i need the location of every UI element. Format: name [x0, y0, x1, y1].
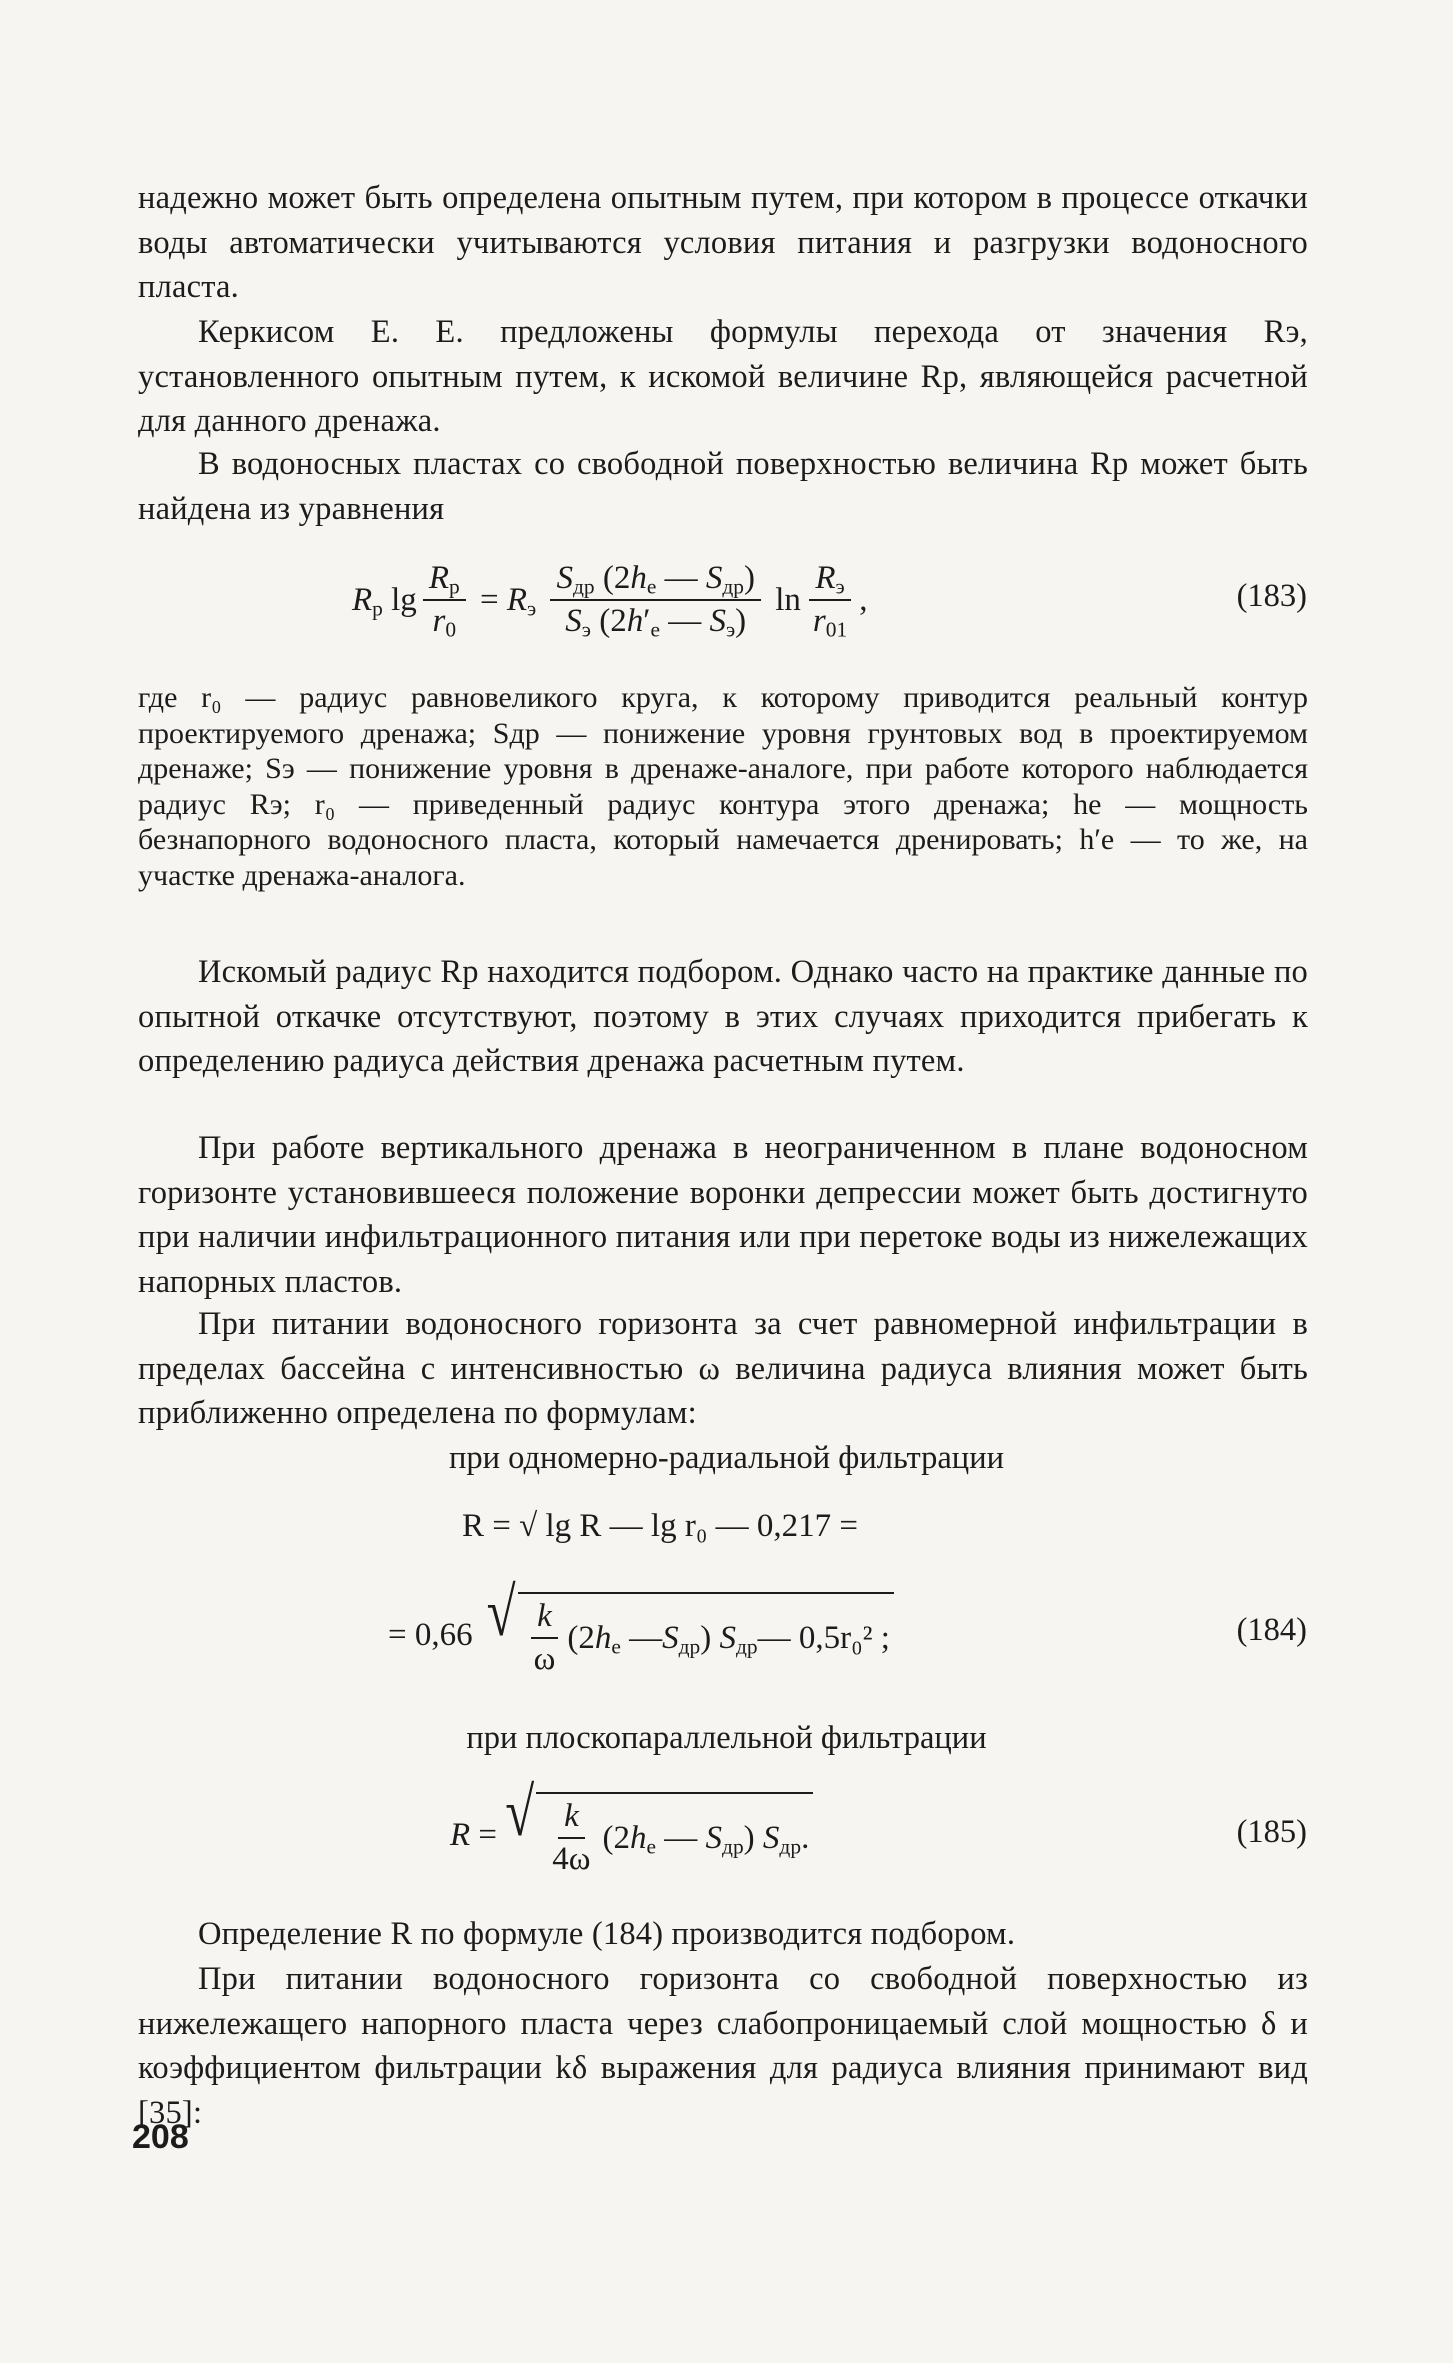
paragraph-7-text: Определение R по формуле (184) производится подбором.	[198, 1916, 1016, 1952]
paragraph-3-text: В водоносных пластах со свободной поверхностью величина Rр может быть найдена из уравнения	[138, 446, 1308, 527]
caption-184: при одномерно-радиальной фильтрации	[449, 1440, 1004, 1476]
equation-185-body: R = √ $\frac{k}{4\omega}$ ($2h_e$ — $S_{др}$) $S_{др}$.	[450, 1780, 813, 1890]
equation-184-line-2: = 0,66 √ $\frac{k}{\omega}$ ($2h_e$ $—S_{др}$) $S_{др}$ — 0,5r₀² ;	[388, 1580, 894, 1690]
where-183-definitions: где r₀ — радиус равновеликого круга, к которому приводится реальный контур проектируемого дренажа; Sдр — понижение уровня грунтовых вод в проектируемом дренаже; Sэ — понижение уровня в дренаже-аналоге, при работе которого наблюдается радиус Rэ; r₀ — приведенный радиус контура этого дренажа; he — мощность безнапорного водоносного пласта, который намечается дренировать; h′e — то же, на участке дренажа-аналога.	[138, 681, 1308, 892]
equation-183	[0, 540, 1453, 660]
paragraph-3	[138, 442, 1308, 531]
equation-184-line-1-text: R = √ lg R — lg r₀ — 0,217 =	[462, 1508, 858, 1544]
paragraph-2-text: Керкисом Е. Е. предложены формулы перехода от значения Rэ, установленного опытным путем, к искомой величине Rр, являющейся расчетной для данного дренажа.	[138, 314, 1308, 439]
equation-184-tail: — 0,5r₀² ;	[757, 1619, 890, 1656]
paragraph-8	[138, 1957, 1308, 2135]
paragraph-1: надежно может быть определена опытным путем, при котором в процессе откачки воды автоматически учитываются условия питания и разгрузки водоносного пласта.	[138, 180, 1308, 305]
paragraph-5-text: При работе вертикального дренажа в неограниченном в плане водоносном горизонте установившееся положение воронки депрессии может быть достигнуто при наличии инфильтрационного питания или при перетоке воды из нижележащих напорных пластов.	[138, 1130, 1308, 1300]
equation-184-coefficient: = 0,66	[388, 1616, 473, 1653]
equation-184-number: (184)	[1236, 1612, 1307, 1648]
equation-184	[0, 1500, 1453, 1710]
equation-184-line-1	[462, 1508, 858, 1545]
page-number: 208	[132, 2118, 189, 2156]
paragraph-4-text: Искомый радиус Rр находится подбором. Однако часто на практике данные по опытной откачке отсутствуют, поэтому в этих случаях приходится прибегать к определению радиуса действия дренажа расчетным путем.	[138, 954, 1308, 1079]
equation-185-number: (185)	[1236, 1814, 1307, 1850]
paragraph-6-text: При питании водоносного горизонта за счет равномерной инфильтрации в пределах бассейна с интенсивностью ω величина радиуса влияния может быть приближенно определена по формулам:	[138, 1306, 1308, 1431]
paragraph-2	[138, 310, 1308, 444]
equation-185	[0, 1775, 1453, 1900]
equation-183-number: (183)	[1236, 578, 1307, 614]
equation-183-body: $R_р$ lg $\frac{R_р}{r_0}$ = $R_э$ $\frac{S_{др} (2h_e — S_{др})}{S_э (2h'_e — S_э)}$ ln $\frac{R_э}{r_{01}}$ ,	[352, 560, 868, 642]
paragraph-6	[138, 1302, 1308, 1436]
paragraph-7	[138, 1912, 1308, 1957]
paragraph-4	[138, 950, 1308, 1084]
paragraph-5	[138, 1126, 1308, 1304]
caption-185: при плоскопараллельной фильтрации	[466, 1720, 987, 1756]
paragraph-8-text: При питании водоносного горизонта со свободной поверхностью из нижележащего напорного пласта через слабопроницаемый слой мощностью δ и коэффициентом фильтрации kδ выражения для радиуса влияния принимают вид [35]:	[138, 1961, 1308, 2131]
